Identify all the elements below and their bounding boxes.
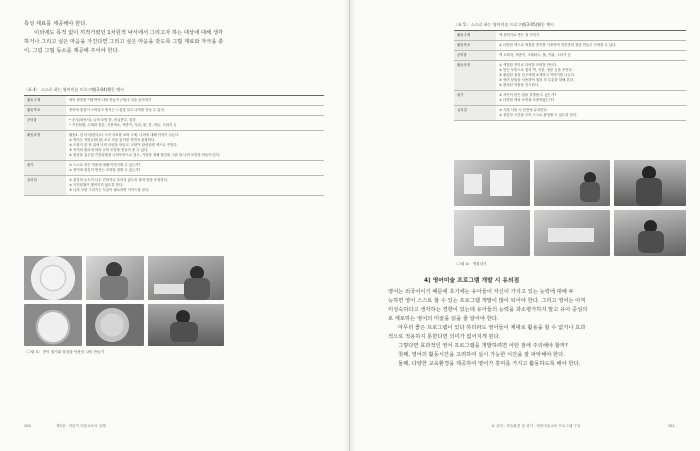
row-value-line: ① 가위 사용 시 안전에 유의한다. (499, 108, 548, 112)
row-value-line: ④ 물감을 흡수한 키친타월을 나비모양으로 접고, 기한을 정해 물감을 그림 내 나비 모양을 만들어 본다. (69, 153, 221, 157)
row-label: 평가 (24, 161, 66, 176)
row-value-line: ② 만든 모양으로 집의 벽, 지붕, 창문 등을 꾸민다. (499, 68, 573, 72)
row-value (66, 161, 324, 176)
table-caption: 〈표 4〉 스스로 하는 영어미술 프로그램(3-04)활동 예시 (24, 87, 124, 92)
row-value (496, 106, 686, 121)
row-label: 준비물 (24, 116, 66, 131)
photo-plate-detail (24, 304, 82, 346)
row-value (496, 51, 686, 61)
footer-running-title: Ⅱ. 유아 · 학습환경 및 평가 · 영어미술교육 프로그램 구성 (492, 424, 581, 428)
left-intro-text (24, 20, 324, 56)
photo-paper-house (454, 210, 530, 256)
row-value-line: ③ 자석의 원리에 따라 나비 모양을 만들어 볼 수 있다. (69, 148, 149, 152)
photo-grid (24, 256, 324, 346)
row-value (496, 41, 686, 51)
table-row (454, 91, 686, 106)
row-value-line: ② 종이에 물감이 번지는 모양을 말할 수 있는가? (69, 168, 141, 172)
paragraph-line: 이외에도 목적 없이 끼적거렸던 1차원적 낙서에서 그리고자 하는 대상에 대해 생각 (34, 30, 224, 36)
footer-page-number: 281 (668, 424, 675, 428)
photo-child-drawing (148, 304, 224, 346)
paragraph-line: 이, 그림 그릴 동소를 제공해 주어야 한다. (24, 48, 120, 54)
row-value-line: ② 다양한 색과 모양을 사용하였는가? (499, 98, 555, 102)
row-label: 평가 (454, 91, 496, 106)
photo-plate-flower (86, 304, 144, 346)
row-value-line: ① 영어는 자연(나비)을 보고 미술 놀이를 하면서 관찰한다. (69, 138, 156, 142)
row-value-line: ① 물감의 농도가 너무 진하거나 흐리지 않도록 물의 양을 조절한다. (69, 178, 168, 182)
table-row (454, 61, 686, 91)
row-value-line: ③ 완성된 집을 친구에게 소개하고 이야기를 나눈다. (499, 73, 576, 77)
table-row (24, 161, 324, 176)
right-body-text (388, 288, 684, 369)
row-label: 활동목표 (454, 41, 496, 51)
row-value-line: • 키친타월, 수채화 물감, 식용색소, 색종이, 가위, 풀, 붓, 비늘, 도화지 등 (69, 123, 177, 127)
row-value-line: ① 다양한 색으로 색칠한 종이를 사용하여 자신만의 집을 만들고 꾸며볼 수 있다. (499, 43, 617, 47)
paragraph-line: 특성 재료를 제공해야 한다. (24, 21, 88, 27)
row-label: 활동주제 (24, 96, 66, 106)
row-value (66, 131, 324, 161)
book-gutter (344, 0, 356, 451)
photo-paper-plate (24, 256, 82, 300)
table-row (24, 176, 324, 196)
table-row (24, 131, 324, 161)
table-row (454, 41, 686, 51)
row-value (66, 116, 324, 131)
row-value (496, 91, 686, 106)
row-label: 활동주제 (454, 31, 496, 41)
footer-running-title: 제3장 · 어린이 미술교육의 실제 (56, 424, 106, 428)
row-value-line: ⑤ 완성된 작품을 전시한다. (499, 83, 540, 87)
row-value (66, 176, 324, 196)
section-heading: 4) 영어미술 프로그램 개발 시 유의점 (424, 278, 520, 284)
table-row (24, 96, 324, 106)
photo-child-kneeling (614, 210, 686, 256)
row-value-line: 영어 낱말을 이용하여 나비 만들기 (이)나 미술 놀이하기 (69, 98, 152, 102)
photo-classroom (534, 160, 610, 206)
paragraph-line: 미성숙하다고 생각하는 경향이 있는데 유아들의 능력을 과소평가하지 말고 유아 중심의 (388, 307, 588, 313)
table-row (454, 31, 686, 41)
row-label: 준비물 (454, 51, 496, 61)
row-label: 유의점 (454, 106, 496, 121)
paragraph-line: 하거나 그리고 싶은 마음을 가진다면 그리고 싶은 마음을 갖도록 그릴 재료와 자극을 충 (24, 39, 224, 45)
photo-grid (454, 160, 686, 256)
photo-cutouts (454, 160, 530, 206)
footer-page-number: 280 (24, 424, 31, 428)
paragraph-line: 능하면 영어 스스로 할 수 있는 프로그램 개발이 많이 되어야 한다. 그리고 영어는 아직 (388, 298, 586, 304)
row-value-line: ③ 나비 모양 그리기는 도움이 필요하면 가이드를 준다. (69, 188, 150, 192)
table-caption: 〈표 5〉 스스로 하는 영어미술 프로그램(3-05)활동 예시 (454, 22, 554, 27)
row-value-line: ② 키친타월이 찢어지지 않도록 한다. (69, 183, 124, 187)
row-label: 활동과정 (454, 61, 496, 91)
right-page (350, 0, 700, 451)
figure-caption: 〈그림 3〉 종이 접기와 물감을 이용한 나비 만들기 (24, 350, 104, 354)
table-row (454, 106, 686, 121)
photo-craft-table (534, 210, 610, 256)
row-value-line: ② 충분한 시간을 주어 스스로 완성할 수 있도록 한다. (499, 113, 578, 117)
photo-child-standing (614, 160, 686, 206)
row-value (496, 61, 686, 91)
row-value-line: 색 칠하기로 만든 집 꾸미기 (499, 33, 540, 37)
figure-caption: 〈그림 4〉 색칠하기 (454, 262, 487, 266)
row-value-line: 색 도화지, 색종이, 크레파스, 풀, 가위, 스티커 등 (499, 53, 571, 57)
row-value-line: 종이에 물감이 스며들고 번지는 느낌을 알고 나비를 만들 수 있다. (69, 108, 165, 112)
row-value-line: ① 자신이 만든 집을 설명할 수 있는가? (499, 93, 557, 97)
table-row (24, 106, 324, 116)
paragraph-line: 적으로 적용하지 못한다면 의미가 없어지게 된다. (388, 334, 501, 340)
row-value-line: 활동1. 한 더미(한다)나 시각 자료를 보며 주제, 나비에 대해 이야기 나눈다. (69, 133, 180, 137)
row-label: 활동과정 (24, 131, 66, 161)
table-row (454, 51, 686, 61)
row-value (66, 106, 324, 116)
row-label: 유의점 (24, 176, 66, 196)
row-value-line: ① 스스로 만든 작품에 대해 이야기할 수 있는가? (69, 163, 141, 167)
paragraph-line: 아무리 좋은 프로그램이 있다 하더라도 영어들이 제대로 활용을 할 수 없거나 효과 (398, 325, 586, 331)
row-value-line: • 순지(화선지), 나비 모양 틀, 비닐봉투, 물감 (69, 118, 136, 122)
activity-table (454, 30, 686, 121)
activity-table (24, 95, 324, 196)
photo-child-painting (86, 256, 144, 300)
row-label: 활동목표 (24, 106, 66, 116)
photo-child-table (148, 256, 224, 300)
paragraph-line: 첫째, 영어의 활동시간을 고려하여 실시 가능한 시간을 잘 파악해야 한다. (398, 352, 565, 358)
paragraph-line: 영어는 외국어이기 때문에 초기에는 유아들이 자신이 가지고 있는 능력에 대해 두 (388, 289, 574, 295)
row-value (496, 31, 686, 41)
row-value-line: ④ 영어 낱말을 사용하여 집의 각 부분을 말해 본다. (499, 78, 574, 82)
row-value-line: ② 도화지 한 장 위에 나비 모양을 만들고, 모양이 완성되면 색으로 꾸민다. (69, 143, 178, 147)
paragraph-line: 로 계로하는 영어의 미술을 읽을 줄 알아야 한다. (388, 316, 499, 322)
paragraph-line: 그렇다면 효과적인 영어 프로그램을 개발하려면 어떤 점에 주의해야 할까? (398, 343, 568, 349)
row-value-line: ① 색칠한 종이로 다양한 모양을 만든다. (499, 63, 558, 67)
table-row (24, 116, 324, 131)
row-value (66, 96, 324, 106)
paragraph-line: 둘째, 다양한 교육환경을 제공하여 영어가 흥미를 가지고 활동하도록 해야 한다. (398, 361, 581, 367)
